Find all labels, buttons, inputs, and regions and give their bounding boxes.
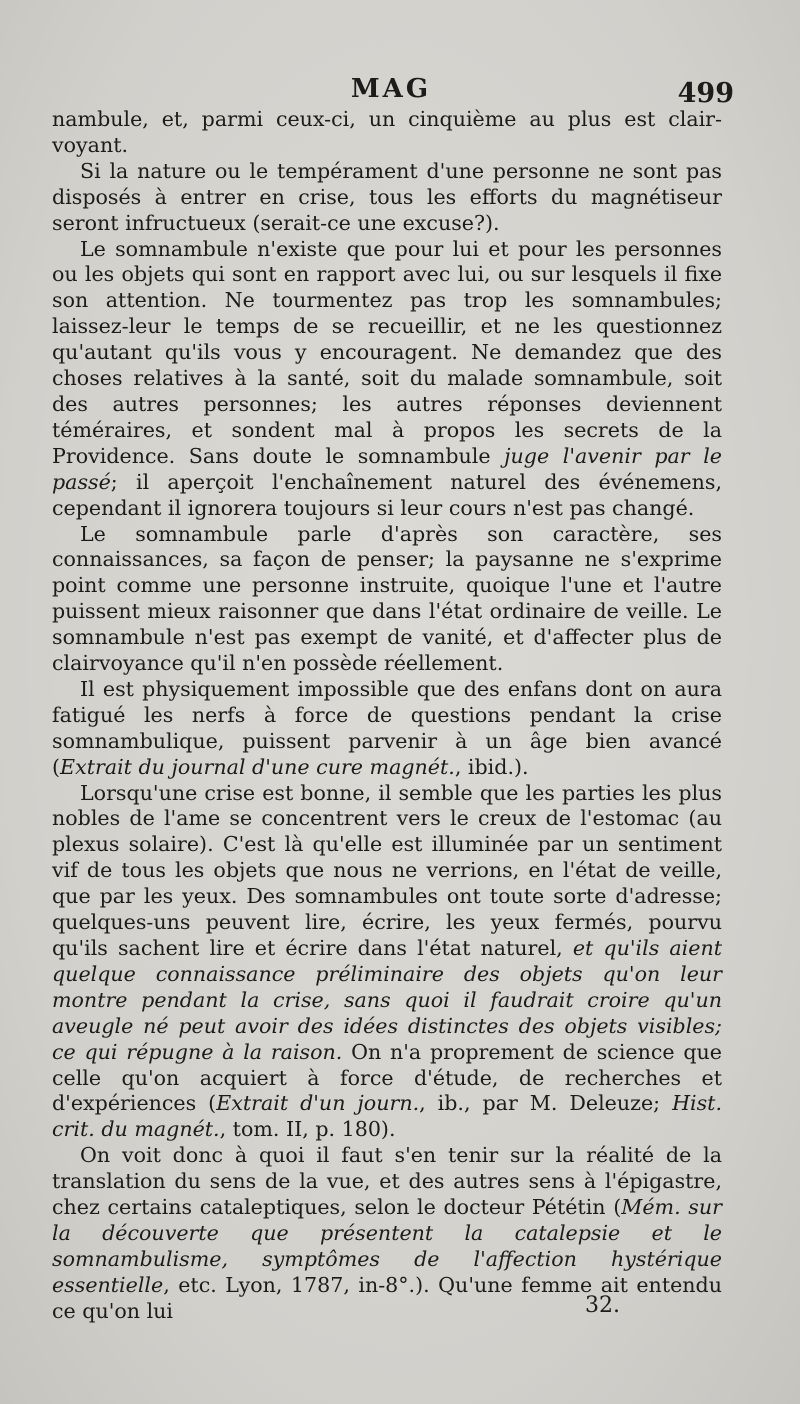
italic-text-run: Extrait du journal d'une cure magnét. — [60, 754, 455, 779]
text-run: Le somnambule parle d'après son caractère, ses connaissances, sa façon de penser; la paysanne ne s'exprime point comme une personne instruite, quoique l'une et l'autre puissent mieux raisonner que dans l'état ordinaire de veille. Le somnambule n'est pas exempt de vanité, et d'affecter plus de clairvoyance qu'il n'en possède réellement. — [52, 521, 722, 676]
text-run: On n'a proprement de science que celle qu'on acquiert à force d'étude, de recherches et d'expériences ( — [52, 1039, 722, 1116]
paragraph — [52, 159, 722, 237]
text-run: , ib., par M. Deleuze; — [419, 1091, 673, 1116]
paragraph — [52, 107, 722, 159]
italic-text-run: Mém. sur la découverte que présentent la catalepsie et le somnambulisme, symptômes de l'affection hystérique essentielle — [52, 1195, 722, 1297]
italic-text-run: et qu'ils aient quelque connaissance préliminaire des objets qu'on leur montre pendant la crise, sans quoi il faudrait croire qu'un aveugle né peut avoir des idées distinctes des objets visibles; ce qui répugne à la raison. — [52, 936, 722, 1064]
page-number: 499 — [677, 78, 734, 109]
text-run: , tom. II, p. 180). — [219, 1117, 396, 1142]
italic-text-run: juge l'avenir par le passé — [52, 443, 722, 494]
running-head — [52, 74, 734, 110]
text-run: , ibid.). — [454, 754, 529, 779]
text-run: , etc. Lyon, 1787, in-8°.). Qu'une femme ait entendu ce qu'on lui — [52, 1272, 722, 1323]
italic-text-run: Extrait d'un journ. — [216, 1091, 420, 1116]
text-run: Lorsqu'une crise est bonne, il semble que les parties les plus nobles de l'ame se concentrent vers le creux de l'estomac (au plexus solaire). C'est là qu'elle est illuminée par un sentiment vif de tous les objets que nous ne verrions, en l'état de veille, que par les yeux. Des somnambules ont toute sorte d'adresse; quelques-uns peuvent lire, écrire, les yeux fermés, pourvu qu'ils sachent lire et écrire dans l'état naturel, — [52, 780, 722, 960]
signature-mark: 32. — [585, 1293, 620, 1318]
paragraph — [52, 237, 722, 522]
body-text — [52, 107, 722, 1325]
italic-text-run: Hist. crit. du magnét. — [52, 1091, 722, 1142]
running-head-title: MAG — [350, 74, 432, 104]
text-run: Il est physiquement impossible que des enfans dont on aura fatigué les nerfs à force de questions pendant la crise somnambulique, puissent parvenir à un âge bien avancé ( — [52, 676, 722, 779]
text-run: ; il aperçoit l'enchaînement naturel des événemens, cependant il ignorera toujours si leur cours n'est pas changé. — [52, 469, 722, 520]
paragraph — [52, 1143, 722, 1324]
text-run: Le somnambule n'existe que pour lui et pour les personnes ou les objets qui sont en rapport avec lui, ou sur lesquels il fixe son attention. Ne tourmentez pas trop les somnambules; laissez-leur le temps de se recueillir, et ne les questionnez qu'autant qu'ils vous y encouragent. Ne demandez que des choses relatives à la santé, soit du malade somnambule, soit des autres personnes; les autres réponses deviennent téméraires, et sondent mal à propos les secrets de la Providence. Sans doute le somnambule — [52, 236, 722, 468]
text-run: On voit donc à quoi il faut s'en tenir sur la réalité de la translation du sens de la vue, et des autres sens à l'épigastre, chez certains cataleptiques, selon le docteur Pététin ( — [52, 1143, 722, 1220]
paragraph — [52, 677, 722, 781]
text-run: Si la nature ou le tempérament d'une personne ne sont pas disposés à entrer en crise, tous les efforts du magnétiseur seront infructueux (serait-ce une excuse?). — [52, 158, 722, 235]
text-run: nambule, et, parmi ceux-ci, un cinquième au plus est clair-voyant. — [52, 107, 722, 157]
paragraph — [52, 781, 722, 1144]
paragraph — [52, 522, 722, 677]
